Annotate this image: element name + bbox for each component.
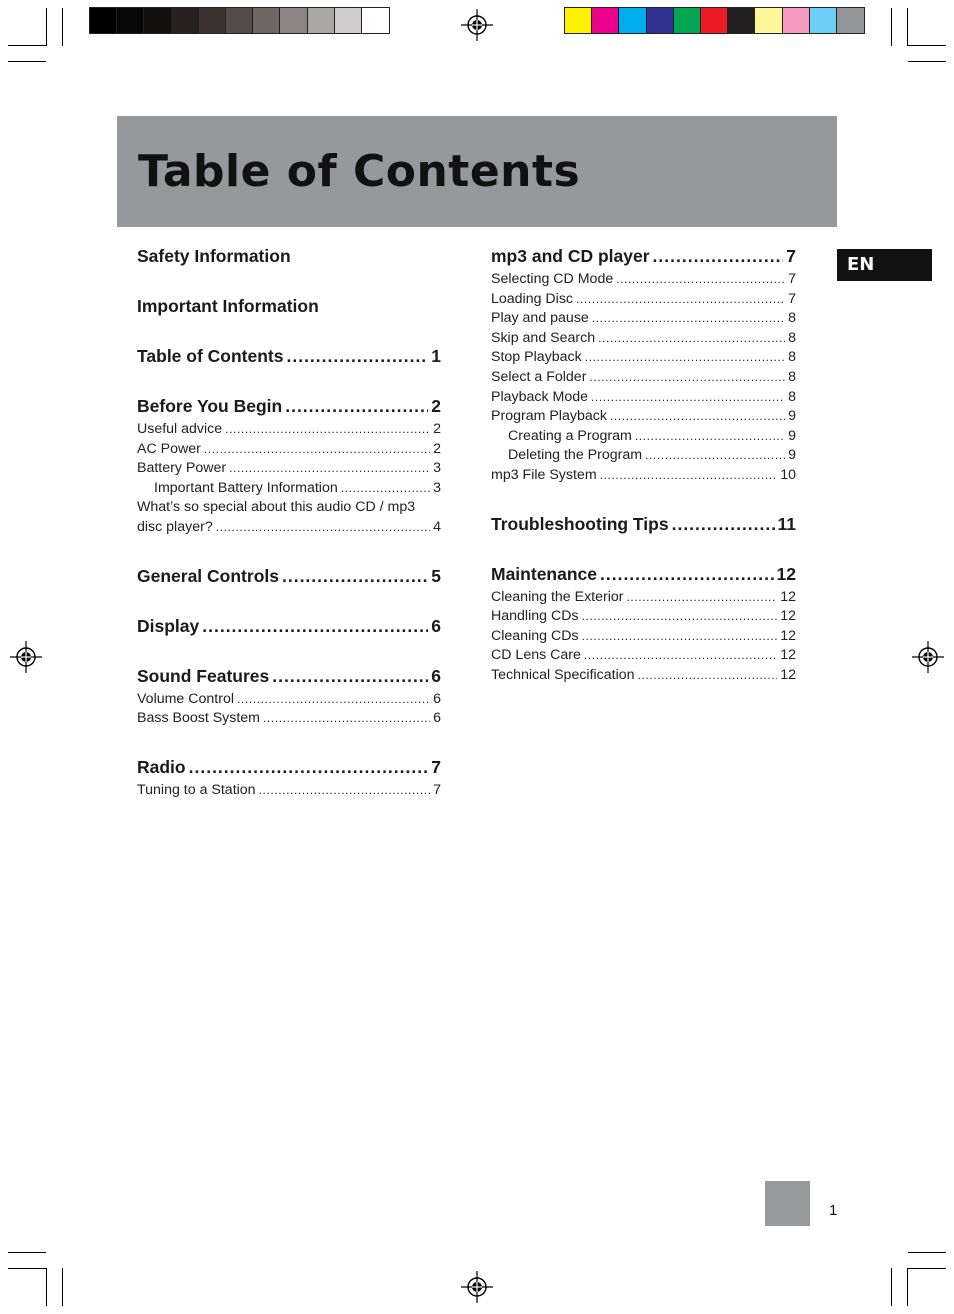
dot-leader: [598, 329, 785, 349]
toc-entry[interactable]: [137, 690, 441, 710]
registration-mark-icon: [911, 640, 945, 674]
dot-leader: [592, 309, 785, 329]
toc-section: [137, 294, 441, 318]
dot-leader: [591, 388, 785, 408]
toc-entry-page: 9: [788, 408, 796, 425]
dot-leader: [285, 394, 428, 418]
dot-leader: [341, 479, 430, 499]
toc-section-title: Radio: [137, 756, 186, 777]
color-swatch: [592, 8, 619, 33]
toc-right-column: [491, 244, 796, 686]
toc-entry-page: 2: [433, 421, 441, 437]
toc-section: [137, 244, 441, 268]
dot-leader: [584, 646, 777, 666]
toc-entry-page: 12: [780, 627, 796, 644]
dot-leader: [653, 244, 784, 268]
color-swatch: [701, 8, 728, 33]
toc-entry-label: Skip and Search: [491, 329, 596, 346]
toc-section: [491, 512, 796, 536]
color-swatch: [755, 8, 782, 33]
toc-entry[interactable]: [491, 666, 796, 686]
toc-section-page: 2: [431, 396, 441, 416]
color-swatch: [90, 8, 117, 33]
toc-entry-page: 12: [780, 666, 796, 683]
toc-entry-label: Bass Boost System: [137, 710, 261, 727]
toc-section-title: Display: [137, 615, 200, 636]
toc-section-heading[interactable]: [491, 562, 796, 586]
language-tab: EN: [837, 249, 932, 281]
toc-section: [137, 664, 441, 729]
toc-section-page: 12: [776, 563, 796, 584]
toc-entry-label: AC Power: [137, 440, 201, 457]
toc-entry-label: Deleting the Program: [508, 447, 643, 464]
toc-section-heading[interactable]: [137, 664, 441, 688]
toc-entry[interactable]: [137, 709, 441, 729]
color-swatch: [837, 8, 864, 33]
toc-entry[interactable]: [491, 388, 796, 408]
toc-entry-page: 9: [788, 427, 796, 444]
dot-leader: [600, 562, 774, 586]
toc-entry[interactable]: [491, 368, 796, 388]
color-swatch: [117, 8, 144, 33]
toc-entry[interactable]: [491, 646, 796, 666]
toc-entry[interactable]: [491, 427, 796, 447]
toc-section-page: 1: [431, 346, 441, 366]
toc-entry-page: 9: [788, 447, 796, 464]
toc-entry[interactable]: [137, 479, 441, 499]
toc-section: [137, 614, 441, 638]
dot-leader: [610, 407, 785, 427]
color-swatch: [362, 8, 389, 33]
toc-entry-label: Important Battery Information: [154, 479, 338, 496]
toc-entry-page: 10: [780, 466, 796, 483]
toc-entry-page: 8: [788, 310, 796, 327]
toc-entry-page: 7: [788, 271, 796, 287]
toc-section-page: 7: [786, 246, 796, 266]
color-swatch: [783, 8, 810, 33]
dot-leader: [645, 446, 785, 466]
toc-entry[interactable]: [137, 781, 441, 801]
dot-leader: [216, 518, 430, 538]
page-number-box: [765, 1181, 810, 1226]
toc-entry[interactable]: [491, 588, 796, 608]
toc-section-title: mp3 and CD player: [491, 246, 650, 266]
toc-entry-page: 6: [433, 710, 441, 727]
color-swatch: [199, 8, 226, 33]
dot-leader: [600, 466, 778, 486]
color-swatch: [619, 8, 646, 33]
toc-section-heading[interactable]: [137, 564, 441, 588]
toc-entry-page: 6: [433, 690, 441, 707]
toc-entry[interactable]: [491, 607, 796, 627]
registration-mark-icon: [460, 1270, 494, 1304]
registration-mark-icon: [460, 8, 494, 42]
toc-entry[interactable]: [491, 407, 796, 427]
color-swatch: [226, 8, 253, 33]
toc-section: [137, 344, 441, 368]
toc-entry-label: Tuning to a Station: [137, 781, 256, 798]
toc-entry-page: 7: [433, 781, 441, 798]
dot-leader: [585, 348, 785, 368]
toc-section: [137, 755, 441, 801]
dot-leader: [189, 755, 429, 779]
toc-section-heading[interactable]: [491, 244, 796, 268]
dot-leader: [616, 270, 785, 290]
dot-leader: [589, 368, 785, 388]
toc-section: [137, 564, 441, 588]
toc-entry[interactable]: [137, 518, 441, 538]
toc-section-page: 11: [777, 513, 796, 534]
dot-leader: [237, 690, 430, 710]
color-swatch: [335, 8, 362, 33]
dot-leader: [576, 290, 785, 310]
toc-entry-label: disc player?: [137, 518, 213, 535]
toc-section-heading[interactable]: [137, 244, 441, 268]
toc-entry-label: Program Playback: [491, 408, 607, 425]
dot-leader: [582, 627, 778, 647]
toc-entry-label: Handling CDs: [491, 608, 579, 625]
dot-leader: [204, 440, 430, 460]
dot-leader: [282, 564, 428, 588]
toc-entry[interactable]: [491, 270, 796, 290]
toc-entry-label: Playback Mode: [491, 388, 588, 405]
toc-entry-page: 4: [433, 518, 441, 535]
toc-entry[interactable]: [137, 498, 441, 518]
toc-entry-label: Play and pause: [491, 310, 589, 327]
toc-entry-page: 7: [788, 290, 796, 307]
toc-section-page: 5: [431, 565, 441, 586]
dot-leader: [672, 512, 775, 536]
dot-leader: [202, 614, 428, 638]
color-swatch: [144, 8, 171, 33]
toc-entry[interactable]: [137, 420, 441, 440]
toc-entry[interactable]: [491, 348, 796, 368]
toc-entry-page: 2: [433, 440, 441, 457]
toc-section-page: 6: [431, 615, 441, 636]
toc-entry-label: Select a Folder: [491, 368, 587, 385]
toc-section-page: 6: [431, 665, 441, 686]
toc-entry-label: Volume Control: [137, 690, 234, 707]
toc-entry-label: mp3 File System: [491, 466, 597, 483]
dot-leader: [259, 781, 431, 801]
toc-entry-page: 8: [788, 329, 796, 346]
dot-leader: [229, 459, 430, 479]
toc-entry-label: Stop Playback: [491, 349, 582, 366]
toc-entry-page: 3: [433, 479, 441, 496]
page-title: Table of Contents: [138, 146, 581, 197]
toc-section-heading[interactable]: [137, 344, 441, 368]
toc-entry-page: 12: [780, 647, 796, 664]
color-swatch: [674, 8, 701, 33]
dot-leader: [286, 344, 428, 368]
toc-entry-page: 8: [788, 349, 796, 366]
color-swatch: [172, 8, 199, 33]
color-swatch: [565, 8, 592, 33]
toc-section-title: Important Information: [137, 296, 319, 316]
toc-entry[interactable]: [137, 459, 441, 479]
dot-leader: [635, 427, 785, 447]
toc-section-title: Before You Begin: [137, 396, 283, 416]
toc-entry-label: What’s so special about this audio CD / mp3: [137, 499, 416, 516]
color-swatch: [810, 8, 837, 33]
toc-entry-label: CD Lens Care: [491, 647, 581, 664]
toc-entry[interactable]: [491, 627, 796, 647]
toc-entry-label: Technical Specification: [491, 666, 635, 683]
color-swatch-strip: [564, 7, 865, 34]
toc-section-heading[interactable]: [137, 614, 441, 638]
color-swatch: [308, 8, 335, 33]
toc-section-title: Safety Information: [137, 246, 291, 266]
toc-entry[interactable]: [491, 309, 796, 329]
dot-leader: [627, 588, 778, 608]
toc-entry-label: Loading Disc: [491, 290, 574, 307]
toc-entry-page: 3: [433, 460, 441, 477]
dot-leader: [582, 607, 778, 627]
toc-section-heading[interactable]: [137, 394, 441, 418]
toc-section-title: Table of Contents: [137, 346, 284, 366]
toc-entry-label: Cleaning CDs: [491, 627, 579, 644]
toc-entry-page: 12: [780, 588, 796, 605]
toc-section-heading[interactable]: [137, 755, 441, 779]
toc-entry-label: Selecting CD Mode: [491, 271, 614, 287]
toc-section: [491, 562, 796, 686]
toc-section-title: Sound Features: [137, 665, 270, 686]
toc-section-page: 7: [431, 756, 441, 777]
toc-section-title: Maintenance: [491, 563, 597, 584]
toc-entry[interactable]: [491, 290, 796, 310]
toc-entry-page: 8: [788, 388, 796, 405]
color-swatch: [728, 8, 755, 33]
toc-entry-page: 8: [788, 368, 796, 385]
toc-entry-label: Creating a Program: [508, 427, 632, 444]
dot-leader: [225, 420, 430, 440]
dot-leader: [272, 664, 428, 688]
toc-left-column: [137, 244, 441, 800]
toc-section-title: Troubleshooting Tips: [491, 513, 669, 534]
color-swatch: [647, 8, 674, 33]
toc-entry[interactable]: [491, 446, 796, 466]
toc-entry-page: 12: [780, 608, 796, 625]
toc-entry-label: Useful advice: [137, 421, 223, 437]
toc-section-heading[interactable]: [491, 512, 796, 536]
toc-entry[interactable]: [491, 329, 796, 349]
toc-section-heading[interactable]: [137, 294, 441, 318]
toc-entry-label: Cleaning the Exterior: [491, 588, 624, 605]
gray-swatch-strip: [89, 7, 390, 34]
toc-section: [137, 394, 441, 538]
toc-entry-label: Battery Power: [137, 460, 227, 477]
dot-leader: [263, 709, 430, 729]
toc-entry[interactable]: [137, 440, 441, 460]
color-swatch: [280, 8, 307, 33]
dot-leader: [638, 666, 778, 686]
toc-section-title: General Controls: [137, 565, 279, 586]
page-number: 1: [829, 1202, 838, 1219]
registration-mark-icon: [9, 640, 43, 674]
toc-entry[interactable]: [491, 466, 796, 486]
toc-section: [491, 244, 796, 486]
color-swatch: [253, 8, 280, 33]
